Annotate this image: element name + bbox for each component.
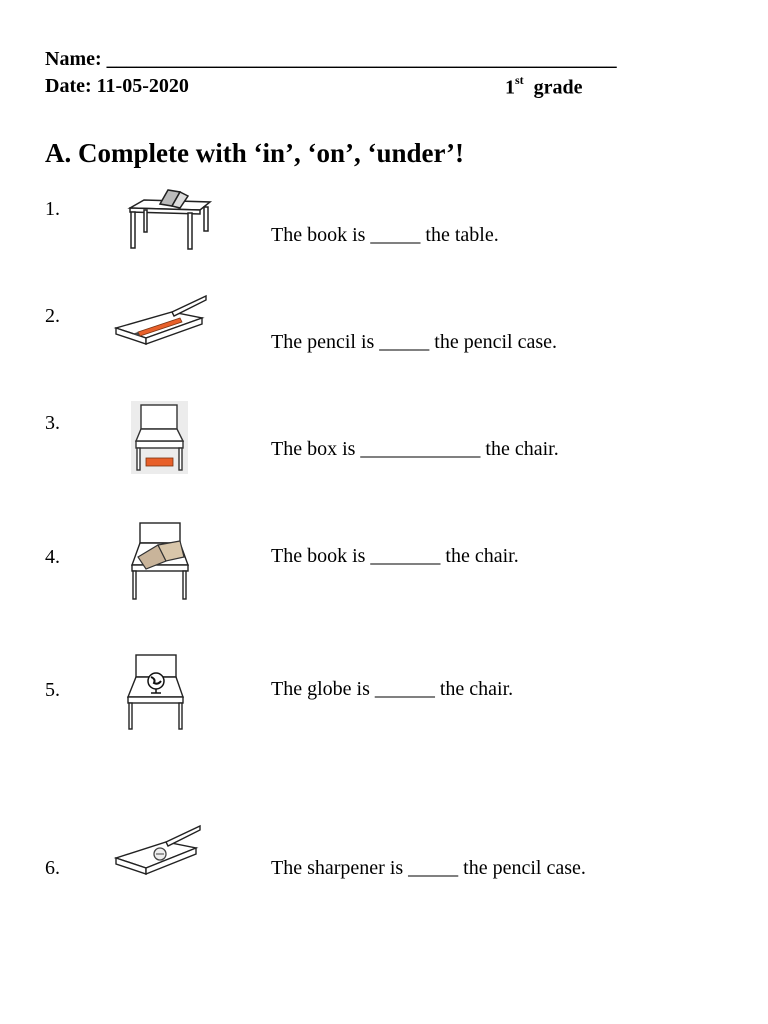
item-number-4: 4. [45, 546, 60, 568]
sharpener-in-case-icon [112, 824, 204, 880]
box-under-chair-icon [131, 401, 188, 474]
name-field-label: Name: ___________________________________________________ [45, 48, 617, 70]
item-number-6: 6. [45, 857, 60, 879]
sentence-1: The book is _____ the table. [271, 224, 499, 246]
book-on-table-icon [124, 186, 216, 252]
globe-on-chair-icon [125, 653, 187, 731]
date-label: Date: 11-05-2020 [45, 75, 189, 97]
item-number-2: 2. [45, 305, 60, 327]
sentence-3: The box is ____________ the chair. [271, 438, 559, 460]
sentence-6: The sharpener is _____ the pencil case. [271, 857, 586, 879]
exercise-title: A. Complete with ‘in’, ‘on’, ‘under’! [45, 138, 464, 168]
sentence-5: The globe is ______ the chair. [271, 678, 514, 700]
grade-label: 1st grade [505, 73, 583, 99]
pencil-in-case-icon [112, 294, 212, 352]
item-number-1: 1. [45, 198, 60, 220]
sentence-4: The book is _______ the chair. [271, 545, 519, 567]
sentence-2: The pencil is _____ the pencil case. [271, 331, 558, 353]
item-number-3: 3. [45, 412, 60, 434]
item-number-5: 5. [45, 679, 60, 701]
book-on-chair-icon [128, 521, 192, 602]
